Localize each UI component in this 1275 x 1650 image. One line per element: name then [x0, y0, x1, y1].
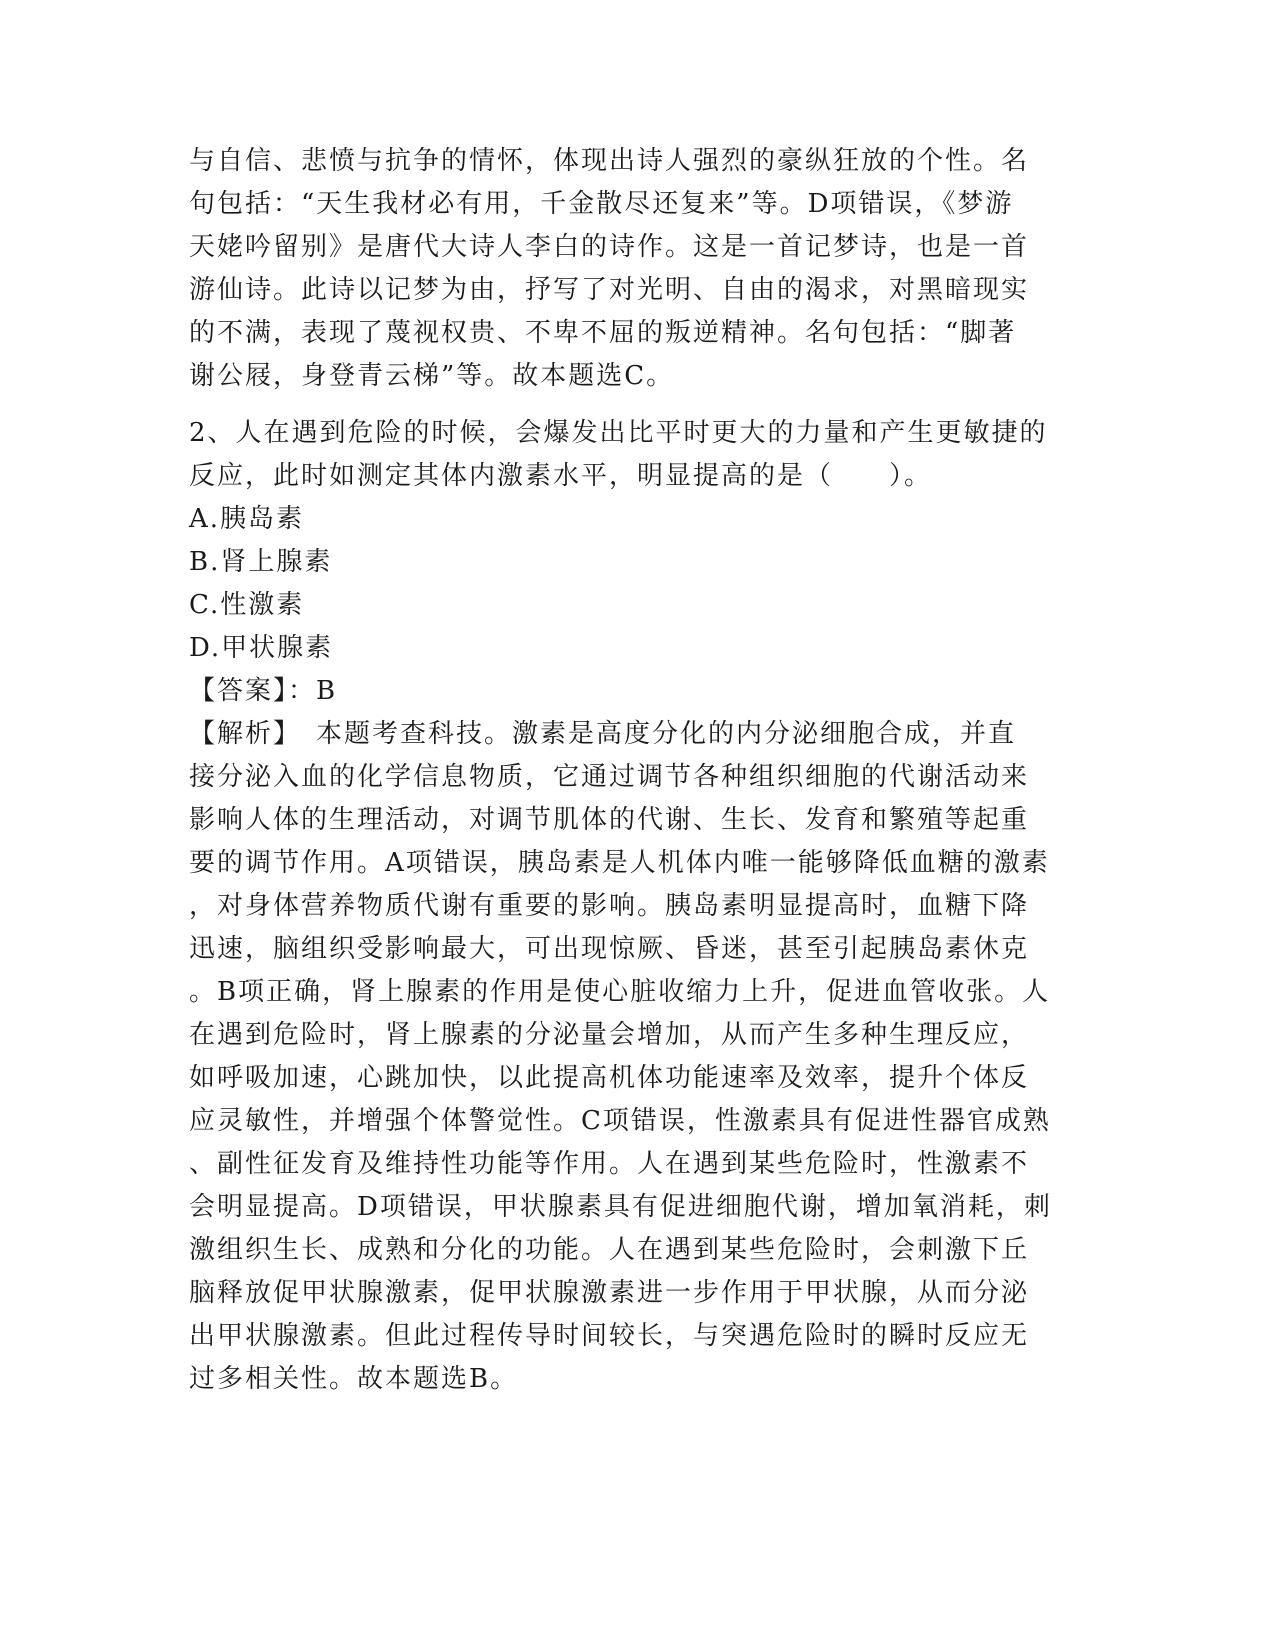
analysis [189, 713, 1089, 1401]
previous-analysis-continuation [189, 140, 1089, 398]
paragraph-gap [189, 398, 1089, 412]
analysis-line: 会明显提高。D项错误，甲状腺素具有促进细胞代谢，增加氧消耗，刺 [189, 1192, 1052, 1222]
analysis-line: 要的调节作用。A项错误，胰岛素是人机体内唯一能够降低血糖的激素 [189, 848, 1050, 878]
analysis-line: 如呼吸加速，心跳加快，以此提高机体功能速率及效率，提升个体反 [189, 1063, 1030, 1093]
analysis-line: 迅速，脑组织受影响最大，可出现惊厥、昏迷，甚至引起胰岛素休克 [189, 934, 1030, 964]
option-d: D.甲状腺素 [189, 633, 334, 663]
analysis-line: 。B项正确，肾上腺素的作用是使心脏收缩力上升，促进血管收张。人 [189, 977, 1051, 1007]
document-page [189, 140, 1089, 1401]
text-line: 谢公屐，身登青云梯”等。故本题选C。 [189, 361, 675, 391]
stem-line: 反应，此时如测定其体内激素水平，明显提高的是（ ）。 [189, 461, 933, 491]
analysis-line: 出甲状腺激素。但此过程传导时间较长，与突遇危险时的瞬时反应无 [189, 1321, 1030, 1351]
analysis-line: ，对身体营养物质代谢有重要的影响。胰岛素明显提高时，血糖下降 [189, 891, 1030, 921]
analysis-line: 影响人体的生理活动，对调节肌体的代谢、生长、发育和繁殖等起重 [189, 805, 1030, 835]
option-a: A.胰岛素 [189, 504, 305, 534]
text-line: 游仙诗。此诗以记梦为由，抒写了对光明、自由的渴求，对黑暗现实 [189, 275, 1030, 305]
analysis-line: 应灵敏性，并增强个体警觉性。C项错误，性激素具有促进性器官成熟 [189, 1106, 1051, 1136]
text-line: 的不满，表现了蔑视权贵、不卑不屈的叛逆精神。名句包括：“脚著 [189, 318, 1017, 348]
analysis-line: 【解析】 本题考查科技。激素是高度分化的内分泌细胞合成，并直 [189, 719, 1017, 749]
stem-line: 2、人在遇到危险的时候，会爆发出比平时更大的力量和产生更敏捷的 [189, 418, 1048, 448]
analysis-line: 接分泌入血的化学信息物质，它通过调节各种组织细胞的代谢活动来 [189, 762, 1030, 792]
text-line: 句包括：“天生我材必有用，千金散尽还复来”等。D项错误，《梦游 [189, 189, 1014, 219]
question-options [189, 498, 1089, 670]
option-b: B.肾上腺素 [189, 547, 333, 577]
text-line: 天姥吟留别》是唐代大诗人李白的诗作。这是一首记梦诗，也是一首 [189, 232, 1030, 262]
question-stem [189, 412, 1089, 498]
option-c: C.性激素 [189, 590, 305, 620]
analysis-line: 脑释放促甲状腺激素，促甲状腺激素进一步作用于甲状腺，从而分泌 [189, 1278, 1030, 1308]
analysis-line: 过多相关性。故本题选B。 [189, 1364, 519, 1394]
answer-line: 【答案】：B [189, 676, 338, 706]
text-line: 与自信、悲愤与抗争的情怀，体现出诗人强烈的豪纵狂放的个性。名 [189, 146, 1030, 176]
analysis-line: 激组织生长、成熟和分化的功能。人在遇到某些危险时，会刺激下丘 [189, 1235, 1030, 1265]
question-2 [189, 412, 1089, 1401]
analysis-line: 在遇到危险时，肾上腺素的分泌量会增加，从而产生多种生理反应， [189, 1020, 1030, 1050]
analysis-line: 、副性征发育及维持性功能等作用。人在遇到某些危险时，性激素不 [189, 1149, 1030, 1179]
